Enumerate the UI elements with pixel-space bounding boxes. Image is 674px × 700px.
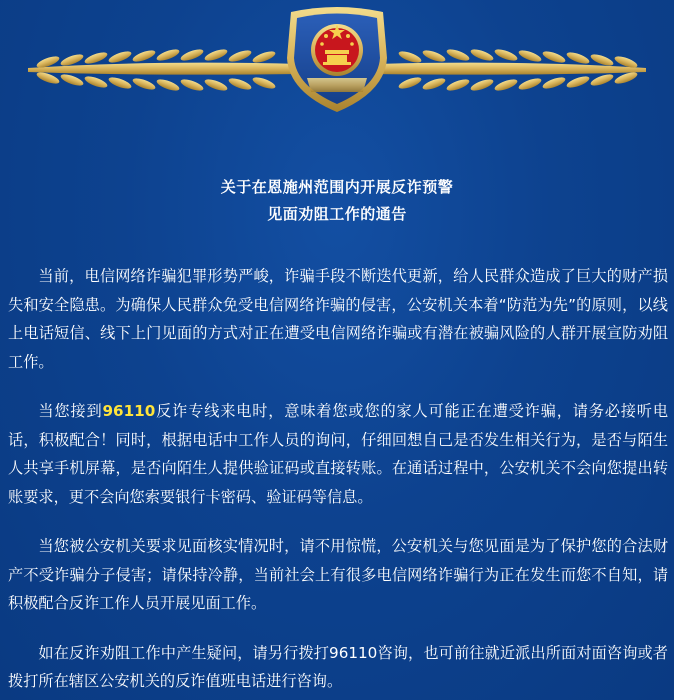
paragraph-2-rest: 反诈专线来电时，意味着您或您的家人可能正在遭受诈骗，请务必接听电话，积极配合！同时，根据电话中工作人员的询问，仔细回想自己是否发生相关行为，是否与陌生人共享手机屏幕，是否向陌生人提供验证码或直接转账。在通话过程中，公安机关不会向您提出转账要求，更不会向您索要银行卡密码、验证码等信息。 — [8, 402, 669, 506]
paragraph-1: 当前，电信网络诈骗犯罪形势严峻，诈骗手段不断迭代更新，给人民群众造成了巨大的财产损失和安全隐患。为确保人民群众免受电信网络诈骗的侵害，公安机关本着“防范为先”的原则，以线上电话短信、线下上门见面的方式对正在遭受电信网络诈骗或有潜在被骗风险的人群开展宣防劝阻工作。 — [8, 267, 668, 371]
paragraph-3: 当您被公安机关要求见面核实情况时，请不用惊慌，公安机关与您见面是为了保护您的合法财产不受诈骗分子侵害；请保持冷静，当前社会上有很多电信网络诈骗行为正在发生而您不自知，请积极配合反诈工作人员开展见面工作。 — [8, 537, 668, 612]
notice-title-line1: 关于在恩施州范围内开展反诈预警 — [220, 178, 454, 196]
hotline-number: 96110 — [102, 402, 156, 420]
left-wing — [28, 47, 300, 93]
notice-body — [8, 262, 668, 700]
paragraph-2-intro: 当您接到 — [38, 402, 103, 420]
police-emblem-icon — [0, 0, 674, 120]
paragraph-4: 如在反诈劝阻工作中产生疑问，请另行拨打96110咨询，也可前往就近派出所面对面咨询或者拨打所在辖区公安机关的反诈值班电话进行咨询。 — [8, 643, 668, 690]
emblem-header — [0, 0, 674, 120]
notice-title-line2: 见面劝阻工作的通告 — [267, 205, 407, 223]
shield — [287, 7, 387, 112]
paragraph-2 — [8, 397, 668, 511]
right-wing — [374, 47, 646, 93]
